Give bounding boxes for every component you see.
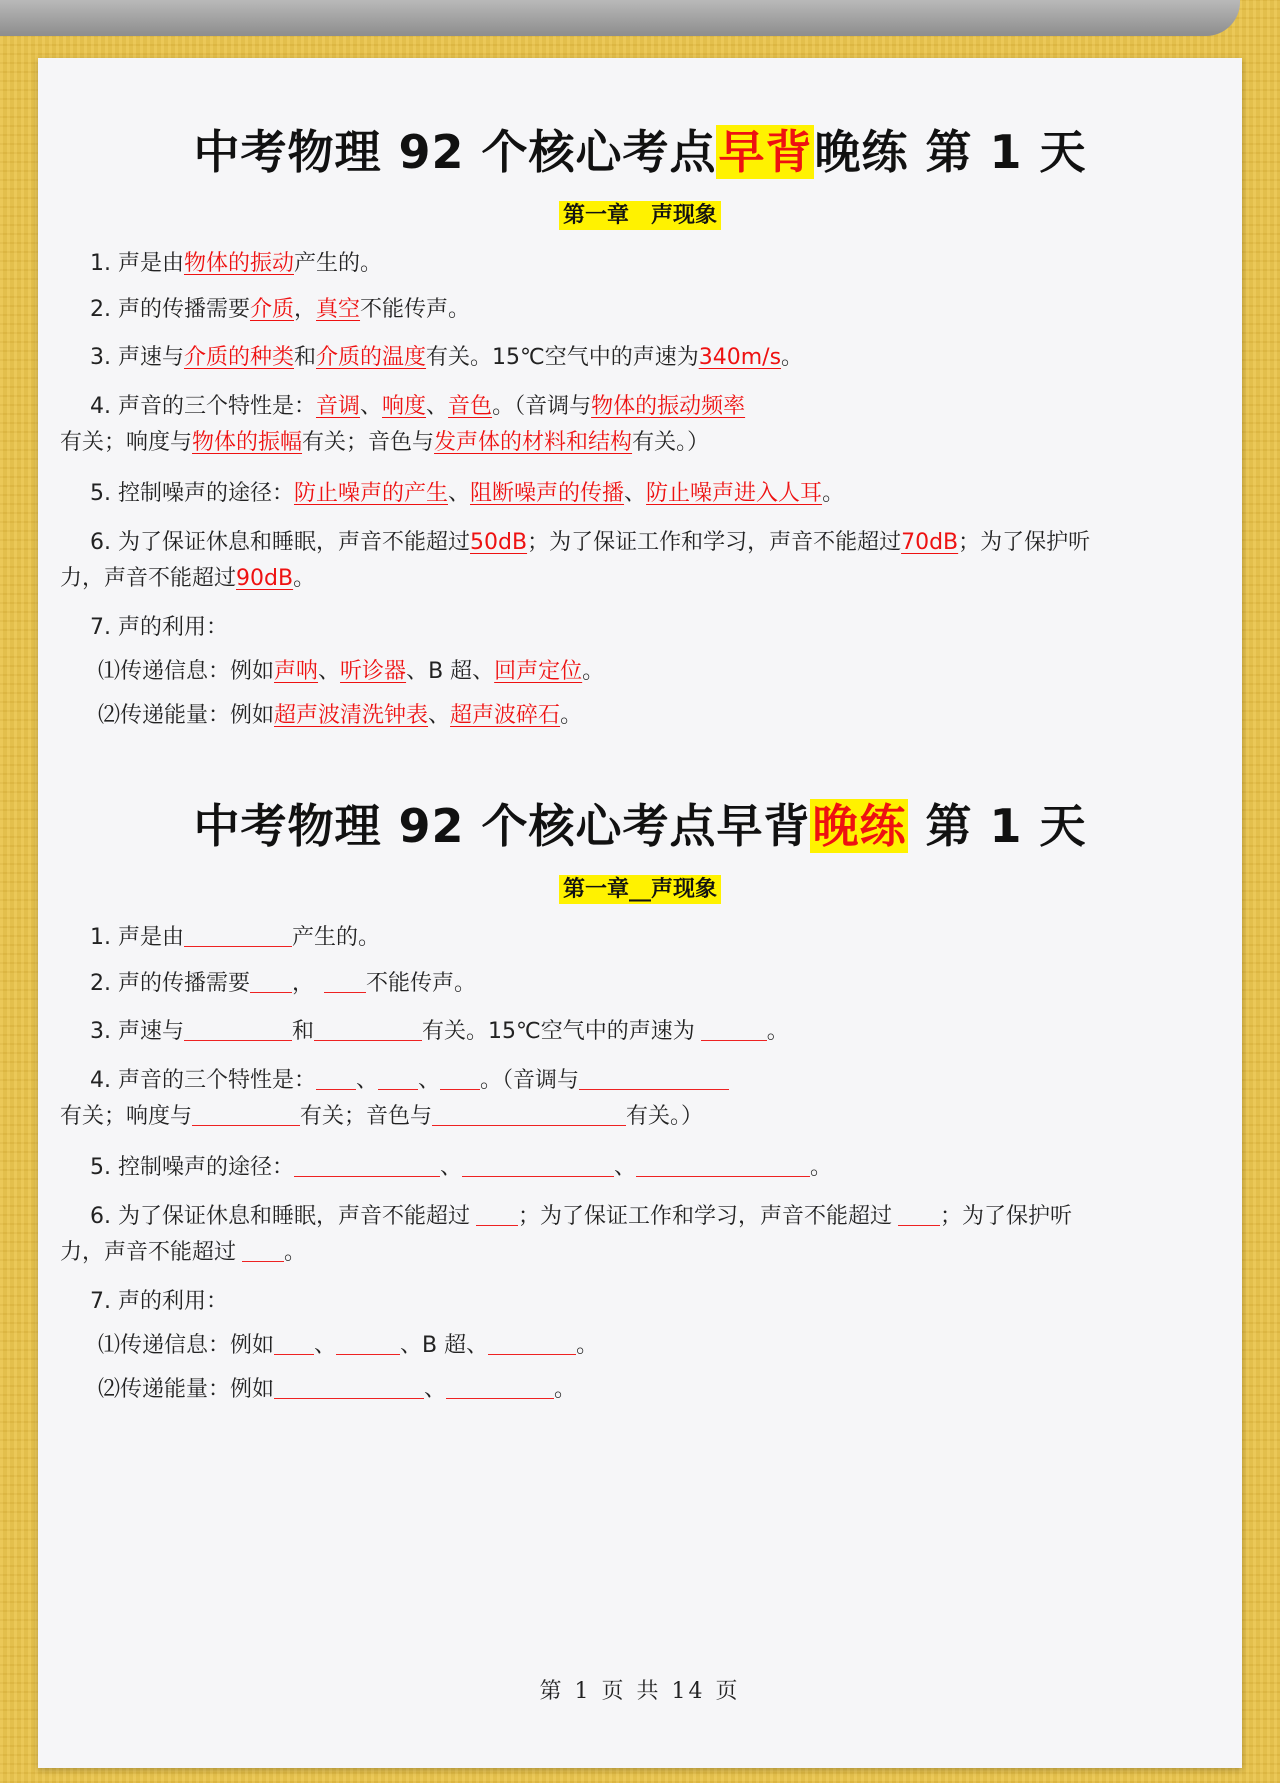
list-item: 6. 为了保证休息和睡眠，声音不能超过 ；为了保证工作和学习，声音不能超过 ；为了保护听 xyxy=(90,1204,1073,1229)
list-subitem: ⑵传递能量：例如 、 。 xyxy=(98,1377,577,1402)
list-item-continued: 力，声音不能超过90dB。 xyxy=(60,566,316,591)
blank-list xyxy=(38,921,1242,1407)
chapter-heading: 第一章__声现象 xyxy=(38,870,1242,911)
morning-recite-section xyxy=(38,118,1242,733)
answer-blank[interactable] xyxy=(378,1068,418,1090)
answer-blank[interactable] xyxy=(316,1068,356,1090)
list-item-continued: 力，声音不能超过 。 xyxy=(60,1240,307,1265)
list-item: 2. 声的传播需要介质，真空不能传声。 xyxy=(90,297,471,322)
list-item-continued: 有关；响度与 有关；音色与 有关。） xyxy=(60,1104,704,1129)
list-item: 4. 声音的三个特性是：音调、响度、音色。（音调与物体的振动频率 xyxy=(90,394,746,419)
list-subitem: ⑴传递信息：例如声呐、听诊器、B 超、回声定位。 xyxy=(98,659,605,684)
answer-blank[interactable] xyxy=(324,971,366,993)
chapter-heading: 第一章 声现象 xyxy=(38,196,1242,237)
title-highlight: 晚练 xyxy=(812,799,907,853)
answer-blank[interactable] xyxy=(701,1019,767,1041)
answer-blank[interactable] xyxy=(476,1204,518,1226)
page-title: 中考物理 92 个核心考点早背晚练 第 1 天 xyxy=(193,125,1087,179)
answer-blank[interactable] xyxy=(274,1333,314,1355)
clipboard-clip xyxy=(0,0,1240,36)
list-item: 5. 控制噪声的途径： 、 、 。 xyxy=(90,1155,833,1180)
answer-blank[interactable] xyxy=(314,1019,422,1041)
answer-blank[interactable] xyxy=(184,1019,292,1041)
answer-blank[interactable] xyxy=(184,925,292,947)
answer-blank[interactable] xyxy=(636,1155,810,1177)
list-item: 7. 声的利用： xyxy=(90,615,228,640)
list-item: 3. 声速与 和 有关。15℃空气中的声速为 。 xyxy=(90,1019,789,1044)
answer-blank[interactable] xyxy=(462,1155,614,1177)
answer-list xyxy=(38,247,1242,733)
answer-blank[interactable] xyxy=(242,1240,284,1262)
list-item: 7. 声的利用： xyxy=(90,1289,228,1314)
answer-blank[interactable] xyxy=(579,1068,729,1090)
answer-blank[interactable] xyxy=(274,1377,424,1399)
title-highlight: 早背 xyxy=(718,125,813,179)
answer-blank[interactable] xyxy=(446,1377,554,1399)
list-item: 1. 声是由物体的振动产生的。 xyxy=(90,251,383,276)
answer-blank[interactable] xyxy=(432,1104,626,1126)
list-subitem: ⑵传递能量：例如超声波清洗钟表、超声波碎石。 xyxy=(98,703,583,728)
page-footer: 第 1 页 共 14 页 xyxy=(539,1679,741,1704)
answer-blank[interactable] xyxy=(250,971,292,993)
answer-blank[interactable] xyxy=(898,1204,940,1226)
list-item: 4. 声音的三个特性是： 、 、 。（音调与 xyxy=(90,1063,1202,1099)
answer-blank[interactable] xyxy=(192,1104,300,1126)
list-item: 5. 控制噪声的途径：防止噪声的产生、阻断噪声的传播、防止噪声进入人耳。 xyxy=(90,481,845,506)
answer-blank[interactable] xyxy=(336,1333,400,1355)
evening-practice-section xyxy=(38,792,1242,1407)
answer-blank[interactable] xyxy=(488,1333,576,1355)
page-title: 中考物理 92 个核心考点早背晚练 第 1 天 xyxy=(193,799,1087,853)
list-item-continued: 有关；响度与物体的振幅有关；音色与发声体的材料和结构有关。） xyxy=(60,430,710,455)
answer-blank[interactable] xyxy=(440,1068,480,1090)
list-item: 1. 声是由 产生的。 xyxy=(90,925,380,950)
list-subitem: ⑴传递信息：例如 、 、B 超、 。 xyxy=(98,1333,599,1358)
list-item: 3. 声速与介质的种类和介质的温度有关。15℃空气中的声速为340m/s。 xyxy=(90,345,804,370)
answer-blank[interactable] xyxy=(294,1155,440,1177)
worksheet-page xyxy=(38,58,1242,1768)
list-item: 2. 声的传播需要 ， 不能传声。 xyxy=(90,971,477,996)
list-item: 6. 为了保证休息和睡眠，声音不能超过50dB；为了保证工作和学习，声音不能超过70dB；为了保护听 xyxy=(90,530,1091,555)
